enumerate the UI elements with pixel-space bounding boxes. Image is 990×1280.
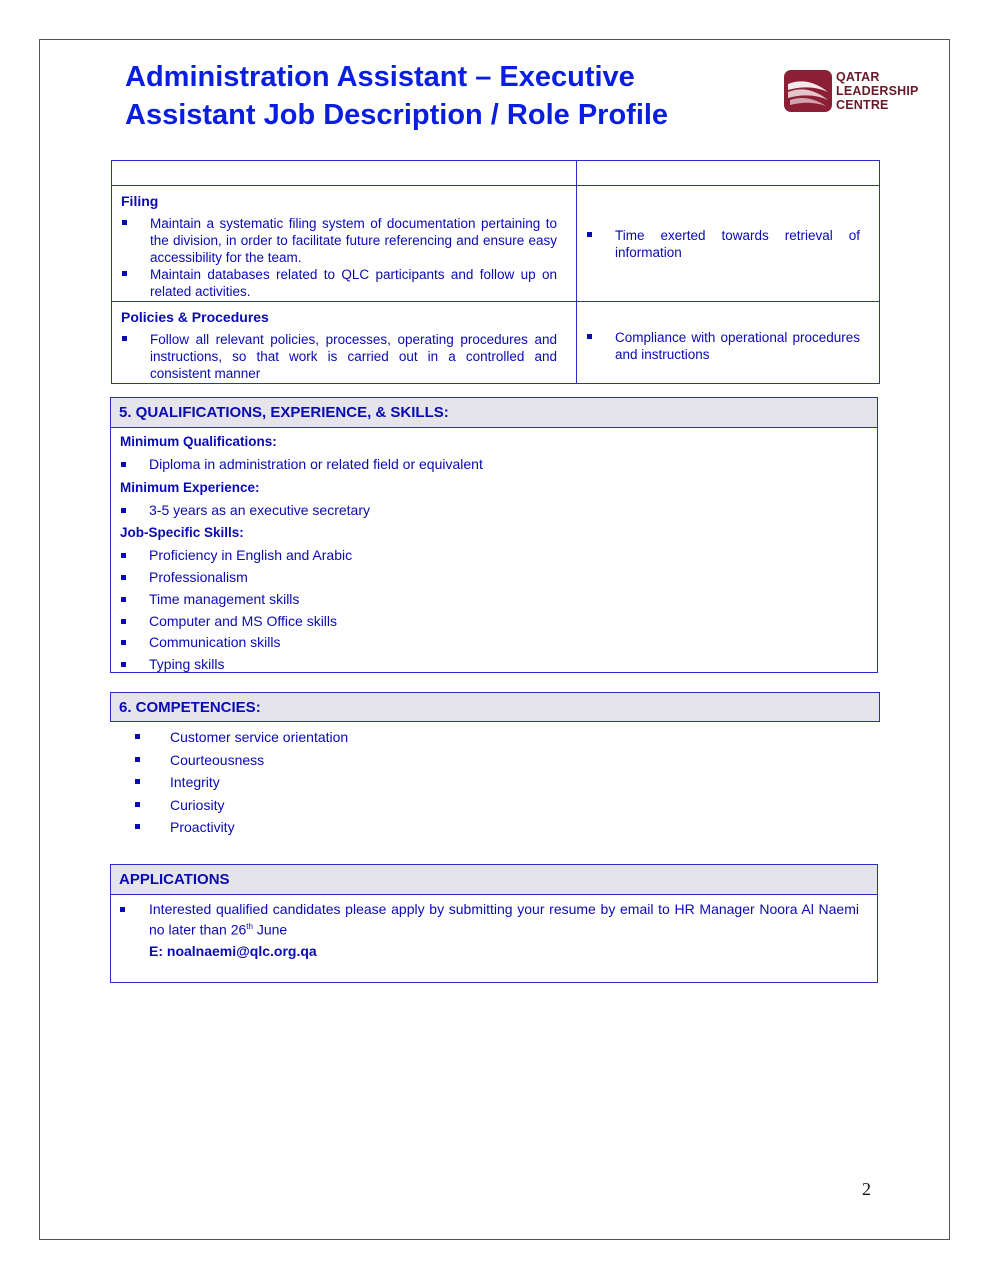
logo-line-2: LEADERSHIP: [836, 84, 919, 98]
qualification-item: Diploma in administration or related field or equivalent: [111, 454, 877, 476]
logo-line-3: CENTRE: [836, 98, 889, 112]
duties-header-cell: [112, 161, 577, 186]
duty-cell: [112, 302, 577, 384]
measure-cell: [577, 186, 880, 302]
logo-line-1: QATAR: [836, 70, 880, 84]
duty-item: Follow all relevant policies, processes, operating procedures and instructions, so that work is carried out in a controlled and consistent manner: [113, 331, 557, 382]
qualifications-section: [110, 397, 878, 673]
page-number: 2: [862, 1179, 871, 1199]
min-experience-label: Minimum Experience:: [120, 479, 260, 495]
skill-item: Communication skills: [111, 632, 877, 654]
applications-month: June: [252, 921, 288, 938]
competency-item: Integrity: [110, 771, 348, 794]
page-title: Administration Assistant – Executive Assistant Job Description / Role Profile: [125, 61, 669, 131]
applications-section: [110, 864, 878, 983]
duty-title: Policies & Procedures: [121, 309, 269, 325]
qualifications-heading: 5. QUALIFICATIONS, EXPERIENCE, & SKILLS:: [111, 398, 877, 428]
duty-item: Maintain a systematic filing system of documentation pertaining to the division, in order to facilitate future referencing and ensure easy accessibility for the team.: [113, 215, 557, 266]
skill-item: Time management skills: [111, 589, 877, 611]
applications-date-suffix: th: [246, 922, 253, 931]
competencies-heading: 6. COMPETENCIES:: [110, 692, 880, 722]
competency-item: Proactivity: [110, 816, 348, 839]
skills-label: Job-Specific Skills:: [120, 525, 244, 541]
skill-item: Proficiency in English and Arabic: [111, 545, 877, 567]
competency-item: Curiosity: [110, 794, 348, 817]
skill-item: Professionalism: [111, 567, 877, 589]
measures-header-cell: [577, 161, 880, 186]
duty-row-filing: [112, 186, 880, 302]
duties-table: [111, 160, 880, 384]
duty-row-policies: [112, 302, 880, 384]
duty-cell: [112, 186, 577, 302]
qlc-logo: [784, 70, 944, 114]
measure-item: Compliance with operational procedures and instructions: [578, 329, 860, 363]
skill-item: Typing skills: [111, 654, 877, 676]
skill-item: Computer and MS Office skills: [111, 611, 877, 633]
competencies-list: [110, 726, 348, 839]
duty-item: Maintain databases related to QLC participants and follow up on related activities.: [113, 266, 557, 300]
applications-text-main: Interested qualified candidates please apply by submitting your resume by email to HR Manager Noora Al Naemi no later than 26: [149, 901, 859, 938]
applications-heading: APPLICATIONS: [111, 865, 877, 895]
experience-item: 3-5 years as an executive secretary: [111, 500, 877, 522]
contact-email[interactable]: E: noalnaemi@qlc.org.qa: [149, 942, 317, 959]
measure-item: Time exerted towards retrieval of information: [578, 227, 860, 261]
applications-text: [149, 901, 859, 939]
competency-item: Courteousness: [110, 749, 348, 772]
competency-item: Customer service orientation: [110, 726, 348, 749]
duty-title: Filing: [121, 193, 159, 209]
min-qualifications-label: Minimum Qualifications:: [120, 434, 277, 449]
duties-header-row: [112, 161, 880, 186]
wing-emblem-icon: [784, 70, 832, 112]
measure-cell: [577, 302, 880, 384]
